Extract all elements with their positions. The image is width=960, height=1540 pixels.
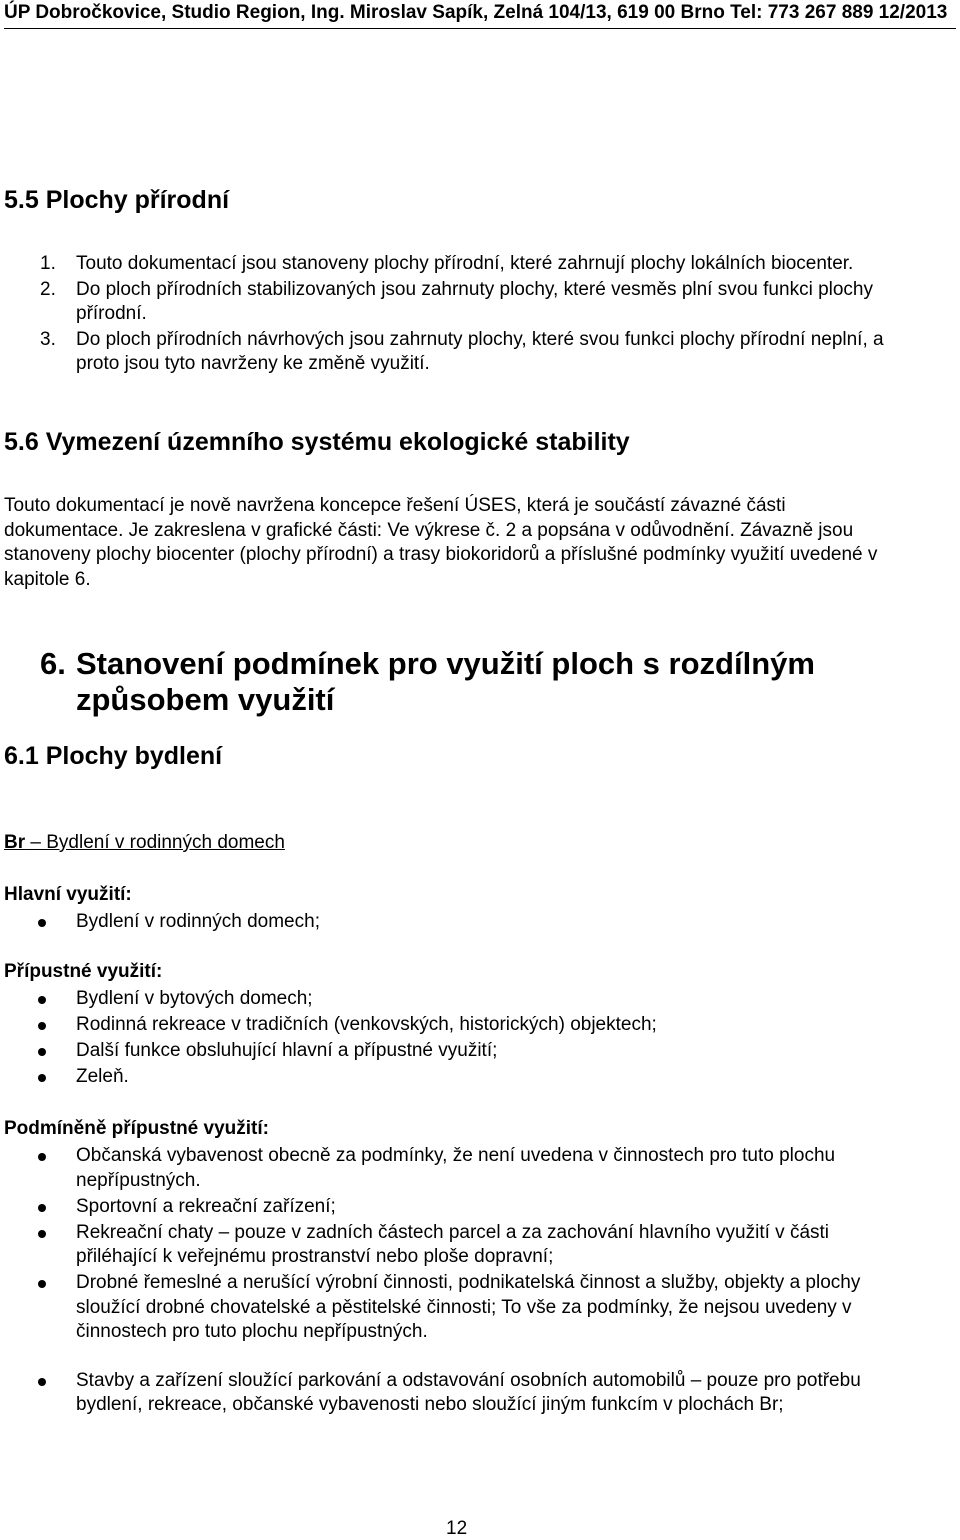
list-item-text: Drobné řemeslné a nerušící výrobní činnosti, podnikatelská činnost a služby, objekty a plochy sloužící drobné chovatelské a pěstitelské činnosti; To vše za podmínky, že nejsou uvedeny v činnostech pro tuto plochu nepřípustných. <box>76 1272 861 1342</box>
list-item <box>40 1013 900 1038</box>
section-6-title: Stanovení podmínek pro využití ploch s rozdílným způsobem využití <box>76 646 815 717</box>
section-5-6-paragraph: Touto dokumentací je nově navržena koncepce řešení ÚSES, která je součástí závazné části dokumentace. Je zakreslena v grafické části: Ve výkrese č. 2 a popsána v odůvodnění. Závazně jsou stanoveny plochy biocenter (plochy přírodní) a trasy biokoridorů a příslušné podmínky využití uvedené v kapitole 6. <box>4 495 878 590</box>
list-item <box>40 1039 900 1064</box>
section-6-1-heading: 6.1 Plochy bydlení <box>4 742 223 770</box>
list-item <box>40 252 900 277</box>
bullet-icon <box>38 1048 46 1056</box>
list-item <box>40 1369 900 1418</box>
list-item <box>40 1271 900 1345</box>
list-item-text: Sportovní a rekreační zařízení; <box>76 1195 336 1217</box>
bullet-icon <box>38 1022 46 1030</box>
list-item <box>40 278 900 327</box>
bullet-icon <box>38 1074 46 1082</box>
list-item <box>40 1221 900 1270</box>
list-item-text: Touto dokumentací jsou stanoveny plochy přírodní, které zahrnují plochy lokálních biocenter. <box>76 253 854 274</box>
bullet-icon <box>38 1204 46 1212</box>
list-item-number: 3. <box>40 328 56 350</box>
list-item-text: Do ploch přírodních stabilizovaných jsou zahrnuty plochy, které vesměs plní svou funkci plochy přírodní. <box>76 278 873 324</box>
permitted-use-label: Přípustné využití: <box>4 961 163 982</box>
zone-code-line <box>4 832 285 854</box>
list-item-text: Další funkce obsluhující hlavní a přípustné využití; <box>76 1040 498 1061</box>
main-use-list <box>40 910 900 936</box>
section-6-number: 6. <box>40 646 66 681</box>
section-6-heading <box>40 646 900 718</box>
list-item-text: Občanská vybavenost obecně za podmínky, že není uvedena v činnostech pro tuto plochu nepřípustných. <box>76 1145 836 1191</box>
list-item-text: Rekreační chaty – pouze v zadních částech parcel a za zachování hlavního využití v části přiléhající k veřejnému prostranství nebo ploše dopravní; <box>76 1221 830 1267</box>
conditional-use-list <box>40 1144 900 1419</box>
list-item-text: Bydlení v bytových domech; <box>76 988 313 1009</box>
list-item-number: 1. <box>40 253 56 274</box>
bullet-icon <box>38 1280 46 1288</box>
list-item <box>40 987 900 1012</box>
list-item <box>40 910 900 935</box>
bullet-icon <box>38 1230 46 1238</box>
zone-code: Br <box>4 832 26 853</box>
main-use-label: Hlavní využití: <box>4 884 132 905</box>
section-5-5-heading: 5.5 Plochy přírodní <box>4 186 230 214</box>
list-item-text: Stavby a zařízení sloužící parkování a odstavování osobních automobilů – pouze pro potřebu bydlení, rekreace, občanské vybavenosti nebo sloužící jiným funkcím v plochách Br; <box>76 1369 861 1415</box>
list-item <box>40 1065 900 1090</box>
section-5-5-list <box>40 252 900 378</box>
list-item-text: Rodinná rekreace v tradičních (venkovských, historických) objektech; <box>76 1014 657 1035</box>
bullet-icon <box>38 996 46 1004</box>
list-item <box>40 328 900 377</box>
list-item-text: Bydlení v rodinných domech; <box>76 911 320 932</box>
list-item <box>40 1144 900 1193</box>
zone-code-description: – Bydlení v rodinných domech <box>25 832 285 853</box>
page-header: ÚP Dobročkovice, Studio Region, Ing. Miroslav Sapík, Zelná 104/13, 619 00 Brno Tel: 773 267 889 12/2013 <box>4 2 948 23</box>
bullet-icon <box>38 919 46 927</box>
bullet-icon <box>38 1153 46 1161</box>
list-item <box>40 1195 900 1220</box>
page-number: 12 <box>446 1518 468 1539</box>
header-divider <box>4 28 956 29</box>
section-5-6-heading: 5.6 Vymezení územního systému ekologické stability <box>4 428 630 456</box>
list-item-number: 2. <box>40 278 56 300</box>
bullet-icon <box>38 1378 46 1386</box>
list-item-text: Zeleň. <box>76 1066 129 1087</box>
conditional-use-label: Podmíněně přípustné využití: <box>4 1118 269 1139</box>
list-item-text: Do ploch přírodních návrhových jsou zahrnuty plochy, které svou funkci plochy přírodní neplní, a proto jsou tyto navrženy ke změně využití. <box>76 328 884 374</box>
permitted-use-list <box>40 987 900 1091</box>
